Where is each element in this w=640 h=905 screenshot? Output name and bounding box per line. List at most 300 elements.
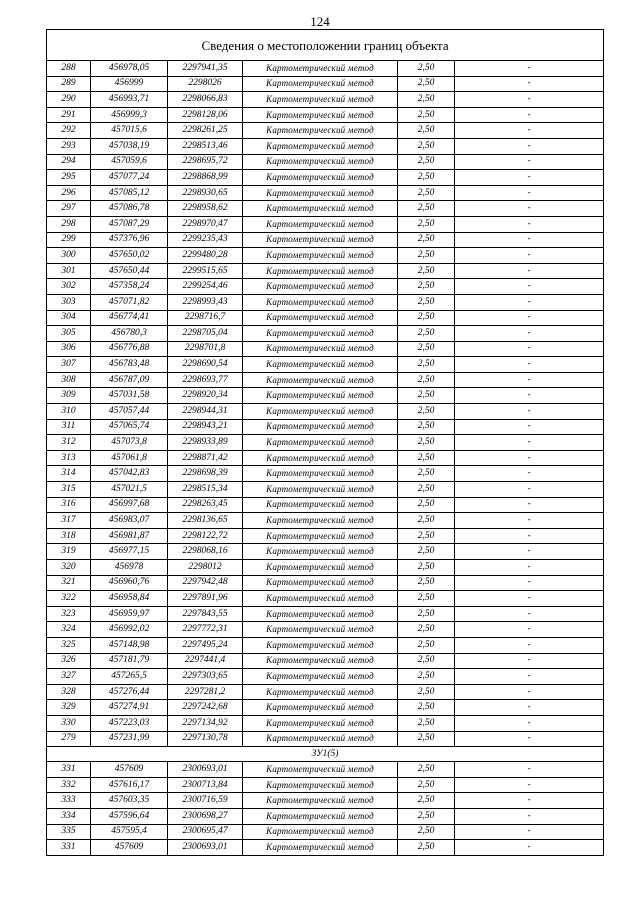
description-cell: -: [455, 528, 604, 544]
point-number-cell: 311: [47, 419, 91, 435]
description-cell: -: [455, 123, 604, 139]
point-number-cell: 319: [47, 544, 91, 560]
boundary-coordinates-table: [46, 29, 604, 856]
table-row: [47, 808, 604, 824]
y-coordinate-cell: 2298513,46: [168, 138, 243, 154]
method-cell: Картометрический метод: [243, 138, 398, 154]
x-coordinate-cell: 456978,05: [91, 61, 168, 77]
table-row: [47, 326, 604, 342]
description-cell: -: [455, 653, 604, 669]
x-coordinate-cell: 457603,35: [91, 793, 168, 809]
method-cell: Картометрический метод: [243, 715, 398, 731]
accuracy-cell: 2,50: [398, 528, 455, 544]
point-number-cell: 293: [47, 138, 91, 154]
method-cell: Картометрический метод: [243, 513, 398, 529]
table-row: [47, 528, 604, 544]
x-coordinate-cell: 457065,74: [91, 419, 168, 435]
point-number-cell: 289: [47, 76, 91, 92]
x-coordinate-cell: 456960,76: [91, 575, 168, 591]
accuracy-cell: 2,50: [398, 92, 455, 108]
description-cell: -: [455, 560, 604, 576]
description-cell: -: [455, 326, 604, 342]
method-cell: Картометрический метод: [243, 388, 398, 404]
y-coordinate-cell: 2298871,42: [168, 450, 243, 466]
description-cell: -: [455, 715, 604, 731]
accuracy-cell: 2,50: [398, 793, 455, 809]
description-cell: -: [455, 76, 604, 92]
accuracy-cell: 2,50: [398, 591, 455, 607]
accuracy-cell: 2,50: [398, 388, 455, 404]
table-row: [47, 357, 604, 373]
method-cell: Картометрический метод: [243, 762, 398, 778]
x-coordinate-cell: 457057,44: [91, 404, 168, 420]
accuracy-cell: 2,50: [398, 201, 455, 217]
point-number-cell: 310: [47, 404, 91, 420]
point-number-cell: 321: [47, 575, 91, 591]
method-cell: Картометрический метод: [243, 216, 398, 232]
y-coordinate-cell: 2300716,59: [168, 793, 243, 809]
table-row: [47, 185, 604, 201]
point-number-cell: 324: [47, 622, 91, 638]
x-coordinate-cell: 457609: [91, 840, 168, 856]
accuracy-cell: 2,50: [398, 762, 455, 778]
x-coordinate-cell: 457596,64: [91, 808, 168, 824]
accuracy-cell: 2,50: [398, 700, 455, 716]
accuracy-cell: 2,50: [398, 372, 455, 388]
method-cell: Картометрический метод: [243, 606, 398, 622]
accuracy-cell: 2,50: [398, 450, 455, 466]
table-row: [47, 92, 604, 108]
description-cell: -: [455, 793, 604, 809]
y-coordinate-cell: 2297941,35: [168, 61, 243, 77]
point-number-cell: 299: [47, 232, 91, 248]
table-row: [47, 560, 604, 576]
table-row: [47, 107, 604, 123]
table-row: [47, 216, 604, 232]
method-cell: Картометрический метод: [243, 419, 398, 435]
description-cell: -: [455, 497, 604, 513]
table-row: [47, 653, 604, 669]
method-cell: Картометрический метод: [243, 700, 398, 716]
method-cell: Картометрический метод: [243, 310, 398, 326]
description-cell: -: [455, 637, 604, 653]
point-number-cell: 295: [47, 170, 91, 186]
accuracy-cell: 2,50: [398, 731, 455, 747]
y-coordinate-cell: 2298701,8: [168, 341, 243, 357]
y-coordinate-cell: 2298693,77: [168, 372, 243, 388]
method-cell: Картометрический метод: [243, 279, 398, 295]
table-row: [47, 154, 604, 170]
method-cell: Картометрический метод: [243, 170, 398, 186]
accuracy-cell: 2,50: [398, 341, 455, 357]
table-row: [47, 622, 604, 638]
point-number-cell: 314: [47, 466, 91, 482]
table-row: [47, 731, 604, 747]
y-coordinate-cell: 2298993,43: [168, 294, 243, 310]
method-cell: Картометрический метод: [243, 357, 398, 373]
accuracy-cell: 2,50: [398, 715, 455, 731]
table-row: [47, 513, 604, 529]
description-cell: -: [455, 61, 604, 77]
table-row: [47, 637, 604, 653]
table-row: [47, 777, 604, 793]
table-row: [47, 544, 604, 560]
accuracy-cell: 2,50: [398, 435, 455, 451]
accuracy-cell: 2,50: [398, 123, 455, 139]
accuracy-cell: 2,50: [398, 76, 455, 92]
x-coordinate-cell: 457087,29: [91, 216, 168, 232]
point-number-cell: 306: [47, 341, 91, 357]
y-coordinate-cell: 2297772,31: [168, 622, 243, 638]
y-coordinate-cell: 2297843,55: [168, 606, 243, 622]
description-cell: -: [455, 388, 604, 404]
x-coordinate-cell: 457376,96: [91, 232, 168, 248]
description-cell: -: [455, 762, 604, 778]
point-number-cell: 307: [47, 357, 91, 373]
accuracy-cell: 2,50: [398, 107, 455, 123]
description-cell: -: [455, 824, 604, 840]
y-coordinate-cell: 2300698,27: [168, 808, 243, 824]
accuracy-cell: 2,50: [398, 185, 455, 201]
y-coordinate-cell: 2298920,34: [168, 388, 243, 404]
point-number-cell: 303: [47, 294, 91, 310]
table-title-row: [47, 30, 604, 61]
method-cell: Картометрический метод: [243, 61, 398, 77]
x-coordinate-cell: 456981,87: [91, 528, 168, 544]
description-cell: -: [455, 138, 604, 154]
x-coordinate-cell: 457595,4: [91, 824, 168, 840]
method-cell: Картометрический метод: [243, 326, 398, 342]
y-coordinate-cell: 2300693,01: [168, 762, 243, 778]
table-row: [47, 450, 604, 466]
method-cell: Картометрический метод: [243, 793, 398, 809]
method-cell: Картометрический метод: [243, 92, 398, 108]
point-number-cell: 318: [47, 528, 91, 544]
description-cell: -: [455, 466, 604, 482]
point-number-cell: 313: [47, 450, 91, 466]
description-cell: -: [455, 435, 604, 451]
description-cell: -: [455, 357, 604, 373]
table-row: [47, 606, 604, 622]
description-cell: -: [455, 808, 604, 824]
point-number-cell: 301: [47, 263, 91, 279]
accuracy-cell: 2,50: [398, 606, 455, 622]
y-coordinate-cell: 2298933,89: [168, 435, 243, 451]
y-coordinate-cell: 2298066,83: [168, 92, 243, 108]
method-cell: Картометрический метод: [243, 669, 398, 685]
point-number-cell: 325: [47, 637, 91, 653]
accuracy-cell: 2,50: [398, 575, 455, 591]
x-coordinate-cell: 457073,8: [91, 435, 168, 451]
accuracy-cell: 2,50: [398, 560, 455, 576]
table-row: [47, 482, 604, 498]
description-cell: -: [455, 575, 604, 591]
table-row: [47, 263, 604, 279]
point-number-cell: 328: [47, 684, 91, 700]
description-cell: -: [455, 840, 604, 856]
accuracy-cell: 2,50: [398, 637, 455, 653]
description-cell: -: [455, 92, 604, 108]
table-row: [47, 404, 604, 420]
point-number-cell: 334: [47, 808, 91, 824]
point-number-cell: 316: [47, 497, 91, 513]
method-cell: Картометрический метод: [243, 637, 398, 653]
y-coordinate-cell: 2297495,24: [168, 637, 243, 653]
table-row: [47, 715, 604, 731]
y-coordinate-cell: 2298695,72: [168, 154, 243, 170]
x-coordinate-cell: 456783,48: [91, 357, 168, 373]
method-cell: Картометрический метод: [243, 450, 398, 466]
table-row: [47, 762, 604, 778]
table-row: [47, 591, 604, 607]
accuracy-cell: 2,50: [398, 357, 455, 373]
description-cell: -: [455, 404, 604, 420]
point-number-cell: 297: [47, 201, 91, 217]
x-coordinate-cell: 457358,24: [91, 279, 168, 295]
y-coordinate-cell: 2299235,43: [168, 232, 243, 248]
x-coordinate-cell: 456993,71: [91, 92, 168, 108]
y-coordinate-cell: 2299254,46: [168, 279, 243, 295]
description-cell: -: [455, 513, 604, 529]
x-coordinate-cell: 457181,79: [91, 653, 168, 669]
description-cell: -: [455, 606, 604, 622]
page-number: 124: [310, 14, 330, 29]
method-cell: Картометрический метод: [243, 591, 398, 607]
table-row: [47, 341, 604, 357]
table-row: [47, 669, 604, 685]
accuracy-cell: 2,50: [398, 248, 455, 264]
method-cell: Картометрический метод: [243, 76, 398, 92]
table-row: [47, 840, 604, 856]
table-row: [47, 466, 604, 482]
x-coordinate-cell: 457231,99: [91, 731, 168, 747]
x-coordinate-cell: 456776,88: [91, 341, 168, 357]
description-cell: -: [455, 622, 604, 638]
method-cell: Картометрический метод: [243, 684, 398, 700]
y-coordinate-cell: 2298136,65: [168, 513, 243, 529]
point-number-cell: 302: [47, 279, 91, 295]
x-coordinate-cell: 457276,44: [91, 684, 168, 700]
description-cell: -: [455, 248, 604, 264]
point-number-cell: 326: [47, 653, 91, 669]
method-cell: Картометрический метод: [243, 544, 398, 560]
x-coordinate-cell: 456959,97: [91, 606, 168, 622]
description-cell: -: [455, 419, 604, 435]
y-coordinate-cell: 2298263,45: [168, 497, 243, 513]
point-number-cell: 330: [47, 715, 91, 731]
description-cell: -: [455, 201, 604, 217]
method-cell: Картометрический метод: [243, 653, 398, 669]
accuracy-cell: 2,50: [398, 482, 455, 498]
table-row: [47, 138, 604, 154]
point-number-cell: 292: [47, 123, 91, 139]
method-cell: Картометрический метод: [243, 824, 398, 840]
y-coordinate-cell: 2298930,65: [168, 185, 243, 201]
x-coordinate-cell: 456787,09: [91, 372, 168, 388]
point-number-cell: 315: [47, 482, 91, 498]
description-cell: -: [455, 591, 604, 607]
description-cell: -: [455, 107, 604, 123]
y-coordinate-cell: 2298943,21: [168, 419, 243, 435]
table-row: [47, 824, 604, 840]
y-coordinate-cell: 2298958,62: [168, 201, 243, 217]
point-number-cell: 290: [47, 92, 91, 108]
x-coordinate-cell: 456958,84: [91, 591, 168, 607]
x-coordinate-cell: 457038,19: [91, 138, 168, 154]
point-number-cell: 294: [47, 154, 91, 170]
method-cell: Картометрический метод: [243, 560, 398, 576]
table-row: [47, 201, 604, 217]
y-coordinate-cell: 2297891,96: [168, 591, 243, 607]
x-coordinate-cell: 457085,12: [91, 185, 168, 201]
point-number-cell: 331: [47, 840, 91, 856]
method-cell: Картометрический метод: [243, 575, 398, 591]
accuracy-cell: 2,50: [398, 840, 455, 856]
y-coordinate-cell: 2297281,2: [168, 684, 243, 700]
accuracy-cell: 2,50: [398, 279, 455, 295]
description-cell: -: [455, 216, 604, 232]
y-coordinate-cell: 2297441,4: [168, 653, 243, 669]
y-coordinate-cell: 2297942,48: [168, 575, 243, 591]
description-cell: -: [455, 544, 604, 560]
point-number-cell: 304: [47, 310, 91, 326]
accuracy-cell: 2,50: [398, 170, 455, 186]
table-row: [47, 419, 604, 435]
accuracy-cell: 2,50: [398, 684, 455, 700]
method-cell: Картометрический метод: [243, 232, 398, 248]
description-cell: -: [455, 731, 604, 747]
table-row: [47, 700, 604, 716]
description-cell: -: [455, 669, 604, 685]
section-label: ЗУ1(5): [47, 747, 604, 762]
accuracy-cell: 2,50: [398, 497, 455, 513]
y-coordinate-cell: 2298868,99: [168, 170, 243, 186]
x-coordinate-cell: 457650,44: [91, 263, 168, 279]
point-number-cell: 298: [47, 216, 91, 232]
point-number-cell: 288: [47, 61, 91, 77]
y-coordinate-cell: 2297134,92: [168, 715, 243, 731]
x-coordinate-cell: 457021,5: [91, 482, 168, 498]
x-coordinate-cell: 457265,5: [91, 669, 168, 685]
point-number-cell: 317: [47, 513, 91, 529]
description-cell: -: [455, 185, 604, 201]
x-coordinate-cell: 456999,3: [91, 107, 168, 123]
method-cell: Картометрический метод: [243, 840, 398, 856]
table-row: [47, 294, 604, 310]
point-number-cell: 312: [47, 435, 91, 451]
method-cell: Картометрический метод: [243, 808, 398, 824]
method-cell: Картометрический метод: [243, 482, 398, 498]
accuracy-cell: 2,50: [398, 263, 455, 279]
accuracy-cell: 2,50: [398, 294, 455, 310]
table-row: [47, 310, 604, 326]
accuracy-cell: 2,50: [398, 669, 455, 685]
point-number-cell: 323: [47, 606, 91, 622]
accuracy-cell: 2,50: [398, 513, 455, 529]
description-cell: -: [455, 450, 604, 466]
description-cell: -: [455, 310, 604, 326]
table-title: Сведения о местоположении границ объекта: [47, 30, 604, 61]
y-coordinate-cell: 2298698,39: [168, 466, 243, 482]
description-cell: -: [455, 482, 604, 498]
y-coordinate-cell: 2298026: [168, 76, 243, 92]
point-number-cell: 320: [47, 560, 91, 576]
point-number-cell: 305: [47, 326, 91, 342]
table-row: [47, 232, 604, 248]
y-coordinate-cell: 2298944,31: [168, 404, 243, 420]
table-row: [47, 279, 604, 295]
point-number-cell: 331: [47, 762, 91, 778]
accuracy-cell: 2,50: [398, 326, 455, 342]
point-number-cell: 322: [47, 591, 91, 607]
accuracy-cell: 2,50: [398, 232, 455, 248]
accuracy-cell: 2,50: [398, 310, 455, 326]
table-row: [47, 248, 604, 264]
method-cell: Картометрический метод: [243, 123, 398, 139]
method-cell: Картометрический метод: [243, 622, 398, 638]
accuracy-cell: 2,50: [398, 138, 455, 154]
table-row: [47, 575, 604, 591]
x-coordinate-cell: 456983,07: [91, 513, 168, 529]
x-coordinate-cell: 457071,82: [91, 294, 168, 310]
description-cell: -: [455, 294, 604, 310]
description-cell: -: [455, 263, 604, 279]
x-coordinate-cell: 456774,41: [91, 310, 168, 326]
method-cell: Картометрический метод: [243, 185, 398, 201]
table-row: [47, 372, 604, 388]
description-cell: -: [455, 279, 604, 295]
method-cell: Картометрический метод: [243, 528, 398, 544]
method-cell: Картометрический метод: [243, 777, 398, 793]
y-coordinate-cell: 2300695,47: [168, 824, 243, 840]
point-number-cell: 309: [47, 388, 91, 404]
x-coordinate-cell: 457223,03: [91, 715, 168, 731]
y-coordinate-cell: 2297242,68: [168, 700, 243, 716]
x-coordinate-cell: 456978: [91, 560, 168, 576]
description-cell: -: [455, 154, 604, 170]
y-coordinate-cell: 2297130,78: [168, 731, 243, 747]
description-cell: -: [455, 232, 604, 248]
table-row: [47, 170, 604, 186]
description-cell: -: [455, 170, 604, 186]
method-cell: Картометрический метод: [243, 404, 398, 420]
accuracy-cell: 2,50: [398, 61, 455, 77]
table-row: [47, 388, 604, 404]
accuracy-cell: 2,50: [398, 466, 455, 482]
point-number-cell: 329: [47, 700, 91, 716]
y-coordinate-cell: 2298012: [168, 560, 243, 576]
method-cell: Картометрический метод: [243, 731, 398, 747]
method-cell: Картометрический метод: [243, 294, 398, 310]
method-cell: Картометрический метод: [243, 107, 398, 123]
x-coordinate-cell: 457061,8: [91, 450, 168, 466]
accuracy-cell: 2,50: [398, 154, 455, 170]
y-coordinate-cell: 2298122,72: [168, 528, 243, 544]
table-row: [47, 684, 604, 700]
y-coordinate-cell: 2298068,16: [168, 544, 243, 560]
table-row: [47, 61, 604, 77]
description-cell: -: [455, 372, 604, 388]
x-coordinate-cell: 457609: [91, 762, 168, 778]
point-number-cell: 296: [47, 185, 91, 201]
accuracy-cell: 2,50: [398, 216, 455, 232]
x-coordinate-cell: 457031,58: [91, 388, 168, 404]
y-coordinate-cell: 2298128,06: [168, 107, 243, 123]
accuracy-cell: 2,50: [398, 824, 455, 840]
accuracy-cell: 2,50: [398, 404, 455, 420]
x-coordinate-cell: 457015,6: [91, 123, 168, 139]
method-cell: Картометрический метод: [243, 435, 398, 451]
